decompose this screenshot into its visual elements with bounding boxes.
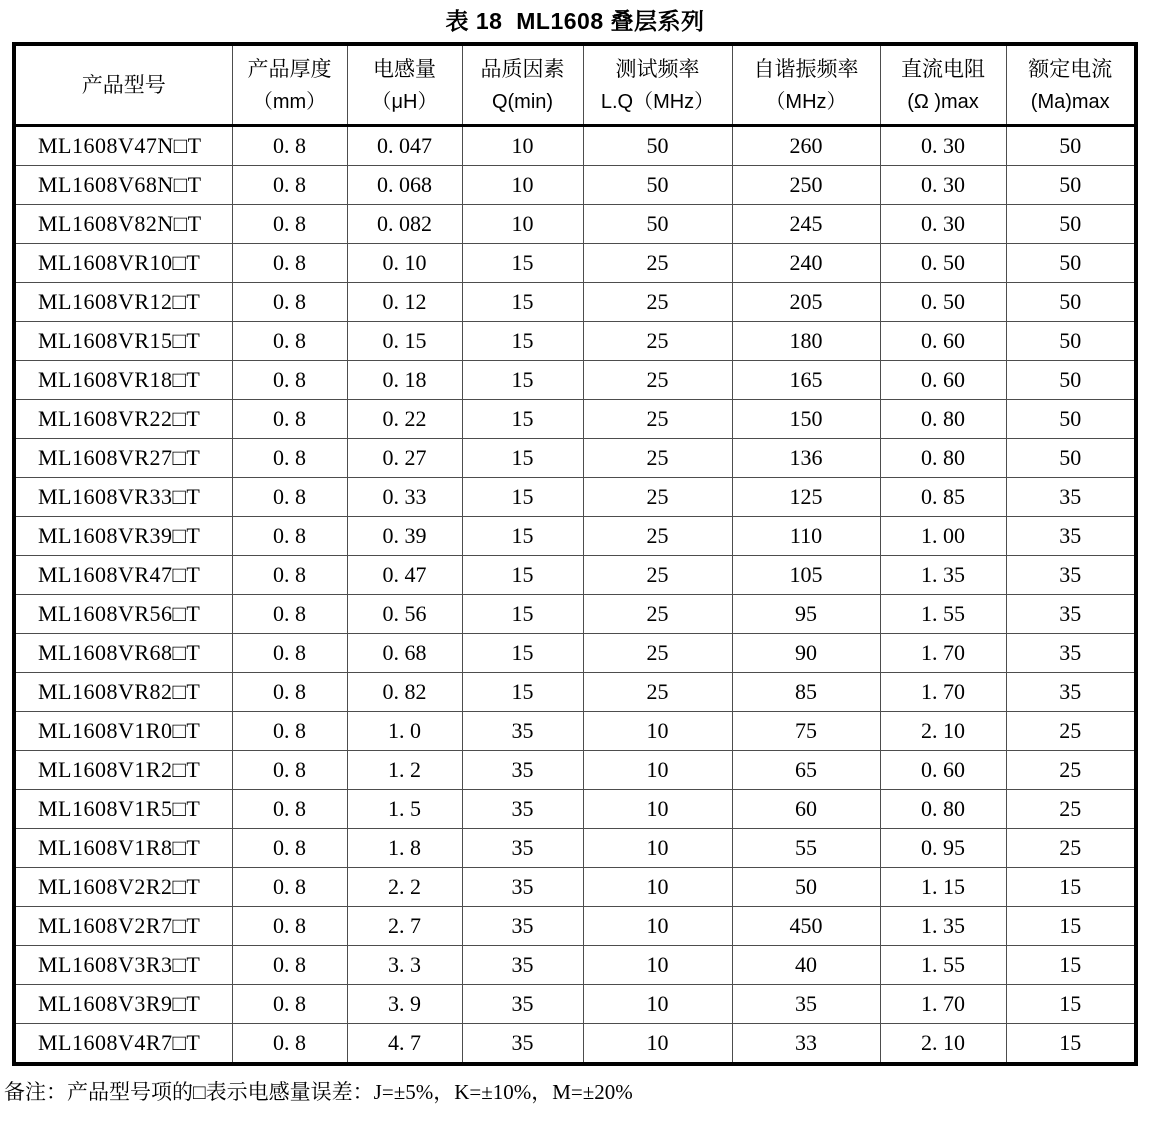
- table-row: [14, 946, 1136, 985]
- value-cell: 3. 9: [347, 985, 462, 1024]
- value-cell: 0. 18: [347, 361, 462, 400]
- table-row: [14, 751, 1136, 790]
- table-row: [14, 439, 1136, 478]
- value-cell: 180: [732, 322, 880, 361]
- model-cell: ML1608VR56□T: [14, 595, 232, 634]
- model-cell: ML1608VR82□T: [14, 673, 232, 712]
- column-header-dc-resistance: [880, 44, 1006, 126]
- value-cell: 260: [732, 126, 880, 166]
- value-cell: 50: [1006, 205, 1136, 244]
- value-cell: 0. 60: [880, 361, 1006, 400]
- model-cell: ML1608V82N□T: [14, 205, 232, 244]
- value-cell: 0. 39: [347, 517, 462, 556]
- table-row: [14, 829, 1136, 868]
- value-cell: 15: [1006, 985, 1136, 1024]
- value-cell: 50: [1006, 126, 1136, 166]
- value-cell: 35: [462, 790, 583, 829]
- value-cell: 25: [583, 634, 732, 673]
- value-cell: 15: [1006, 868, 1136, 907]
- value-cell: 0. 80: [880, 439, 1006, 478]
- table-header: [14, 44, 1136, 126]
- value-cell: 1. 2: [347, 751, 462, 790]
- value-cell: 50: [583, 205, 732, 244]
- table-row: [14, 634, 1136, 673]
- value-cell: 1. 5: [347, 790, 462, 829]
- value-cell: 25: [583, 478, 732, 517]
- value-cell: 2. 7: [347, 907, 462, 946]
- header-label: 产品厚度: [247, 57, 332, 81]
- value-cell: 0. 22: [347, 400, 462, 439]
- model-cell: ML1608VR15□T: [14, 322, 232, 361]
- value-cell: 50: [583, 166, 732, 205]
- value-cell: 0. 8: [232, 322, 347, 361]
- value-cell: 0. 082: [347, 205, 462, 244]
- value-cell: 15: [462, 400, 583, 439]
- table-row: [14, 673, 1136, 712]
- value-cell: 10: [462, 126, 583, 166]
- value-cell: 10: [583, 829, 732, 868]
- value-cell: 25: [1006, 751, 1136, 790]
- value-cell: 35: [462, 868, 583, 907]
- header-unit: （μH）: [371, 91, 438, 113]
- header-unit: Q(min): [491, 91, 554, 113]
- table-row: [14, 478, 1136, 517]
- model-cell: ML1608V68N□T: [14, 166, 232, 205]
- value-cell: 0. 8: [232, 946, 347, 985]
- value-cell: 0. 8: [232, 595, 347, 634]
- model-cell: ML1608V1R0□T: [14, 712, 232, 751]
- column-header-inductance: [347, 44, 462, 126]
- table-body: [14, 126, 1136, 1065]
- header-row: [14, 44, 1136, 126]
- value-cell: 35: [462, 712, 583, 751]
- value-cell: 0. 30: [880, 166, 1006, 205]
- value-cell: 25: [583, 595, 732, 634]
- value-cell: 25: [583, 400, 732, 439]
- value-cell: 0. 8: [232, 868, 347, 907]
- header-label: 直流电阻: [901, 57, 985, 81]
- table-row: [14, 126, 1136, 166]
- table-row: [14, 283, 1136, 322]
- value-cell: 0. 50: [880, 283, 1006, 322]
- value-cell: 0. 8: [232, 829, 347, 868]
- value-cell: 85: [732, 673, 880, 712]
- header-unit: （mm）: [252, 91, 327, 113]
- value-cell: 125: [732, 478, 880, 517]
- value-cell: 50: [583, 126, 732, 166]
- model-cell: ML1608VR33□T: [14, 478, 232, 517]
- table-row: [14, 868, 1136, 907]
- value-cell: 0. 068: [347, 166, 462, 205]
- value-cell: 25: [583, 283, 732, 322]
- value-cell: 15: [462, 322, 583, 361]
- value-cell: 95: [732, 595, 880, 634]
- model-cell: ML1608V3R9□T: [14, 985, 232, 1024]
- value-cell: 35: [462, 946, 583, 985]
- value-cell: 1. 0: [347, 712, 462, 751]
- value-cell: 10: [583, 1024, 732, 1065]
- value-cell: 0. 95: [880, 829, 1006, 868]
- value-cell: 15: [1006, 907, 1136, 946]
- value-cell: 0. 8: [232, 205, 347, 244]
- value-cell: 0. 12: [347, 283, 462, 322]
- value-cell: 1. 15: [880, 868, 1006, 907]
- value-cell: 0. 8: [232, 517, 347, 556]
- value-cell: 40: [732, 946, 880, 985]
- model-cell: ML1608V1R8□T: [14, 829, 232, 868]
- value-cell: 15: [462, 244, 583, 283]
- value-cell: 2. 10: [880, 712, 1006, 751]
- value-cell: 35: [462, 985, 583, 1024]
- table-row: [14, 361, 1136, 400]
- value-cell: 0. 047: [347, 126, 462, 166]
- header-label: 产品型号: [81, 73, 166, 97]
- value-cell: 450: [732, 907, 880, 946]
- model-cell: ML1608V47N□T: [14, 126, 232, 166]
- value-cell: 0. 8: [232, 478, 347, 517]
- header-unit: (Ω )max: [907, 91, 979, 113]
- table-title: 表 18 ML1608 叠层系列: [445, 8, 705, 34]
- model-cell: ML1608VR68□T: [14, 634, 232, 673]
- value-cell: 0. 60: [880, 751, 1006, 790]
- value-cell: 0. 8: [232, 126, 347, 166]
- value-cell: 0. 30: [880, 205, 1006, 244]
- value-cell: 0. 8: [232, 634, 347, 673]
- value-cell: 15: [462, 361, 583, 400]
- table-row: [14, 556, 1136, 595]
- column-header-test-frequency: [583, 44, 732, 126]
- column-header-q-factor: [462, 44, 583, 126]
- model-cell: ML1608V4R7□T: [14, 1024, 232, 1065]
- value-cell: 25: [583, 673, 732, 712]
- value-cell: 33: [732, 1024, 880, 1065]
- value-cell: 1. 00: [880, 517, 1006, 556]
- model-cell: ML1608V2R7□T: [14, 907, 232, 946]
- model-cell: ML1608VR27□T: [14, 439, 232, 478]
- value-cell: 10: [462, 205, 583, 244]
- value-cell: 50: [1006, 361, 1136, 400]
- value-cell: 50: [1006, 244, 1136, 283]
- model-cell: ML1608VR22□T: [14, 400, 232, 439]
- value-cell: 0. 68: [347, 634, 462, 673]
- value-cell: 25: [583, 244, 732, 283]
- value-cell: 25: [583, 322, 732, 361]
- value-cell: 10: [583, 946, 732, 985]
- value-cell: 10: [583, 985, 732, 1024]
- value-cell: 2. 2: [347, 868, 462, 907]
- table-row: [14, 595, 1136, 634]
- value-cell: 250: [732, 166, 880, 205]
- value-cell: 90: [732, 634, 880, 673]
- value-cell: 25: [583, 439, 732, 478]
- value-cell: 0. 82: [347, 673, 462, 712]
- value-cell: 35: [462, 751, 583, 790]
- model-cell: ML1608VR39□T: [14, 517, 232, 556]
- value-cell: 0. 30: [880, 126, 1006, 166]
- value-cell: 50: [732, 868, 880, 907]
- value-cell: 205: [732, 283, 880, 322]
- value-cell: 0. 47: [347, 556, 462, 595]
- value-cell: 65: [732, 751, 880, 790]
- model-cell: ML1608VR18□T: [14, 361, 232, 400]
- table-row: [14, 205, 1136, 244]
- value-cell: 0. 8: [232, 673, 347, 712]
- value-cell: 136: [732, 439, 880, 478]
- value-cell: 60: [732, 790, 880, 829]
- value-cell: 10: [583, 868, 732, 907]
- spec-table: [12, 42, 1138, 1066]
- value-cell: 15: [1006, 946, 1136, 985]
- value-cell: 35: [1006, 478, 1136, 517]
- value-cell: 35: [732, 985, 880, 1024]
- table-row: [14, 244, 1136, 283]
- value-cell: 35: [462, 1024, 583, 1065]
- value-cell: 0. 8: [232, 400, 347, 439]
- header-label: 自谐振频率: [753, 57, 859, 81]
- header-label: 电感量: [373, 57, 436, 81]
- header-unit: L.Q（MHz）: [600, 91, 715, 113]
- header-label: 测试频率: [615, 57, 700, 81]
- header-unit: （MHz）: [765, 91, 847, 113]
- value-cell: 50: [1006, 322, 1136, 361]
- value-cell: 1. 55: [880, 595, 1006, 634]
- value-cell: 0. 10: [347, 244, 462, 283]
- value-cell: 2. 10: [880, 1024, 1006, 1065]
- value-cell: 105: [732, 556, 880, 595]
- value-cell: 10: [583, 790, 732, 829]
- value-cell: 0. 80: [880, 400, 1006, 439]
- value-cell: 150: [732, 400, 880, 439]
- value-cell: 0. 50: [880, 244, 1006, 283]
- value-cell: 1. 55: [880, 946, 1006, 985]
- value-cell: 15: [462, 634, 583, 673]
- value-cell: 1. 35: [880, 907, 1006, 946]
- value-cell: 25: [583, 361, 732, 400]
- value-cell: 0. 8: [232, 790, 347, 829]
- model-cell: ML1608V3R3□T: [14, 946, 232, 985]
- value-cell: 15: [462, 439, 583, 478]
- table-row: [14, 322, 1136, 361]
- value-cell: 35: [1006, 556, 1136, 595]
- value-cell: 15: [462, 283, 583, 322]
- value-cell: 75: [732, 712, 880, 751]
- value-cell: 0. 33: [347, 478, 462, 517]
- table-row: [14, 1024, 1136, 1065]
- value-cell: 0. 8: [232, 556, 347, 595]
- value-cell: 4. 7: [347, 1024, 462, 1065]
- value-cell: 0. 85: [880, 478, 1006, 517]
- model-cell: ML1608VR12□T: [14, 283, 232, 322]
- value-cell: 15: [462, 556, 583, 595]
- value-cell: 0. 8: [232, 244, 347, 283]
- value-cell: 0. 15: [347, 322, 462, 361]
- footnote: 备注：产品型号项的□表示电感量误差：J=±5%，K=±10%，M=±20%: [4, 1080, 633, 1104]
- value-cell: 1. 70: [880, 634, 1006, 673]
- header-unit: (Ma)max: [1030, 91, 1110, 113]
- model-cell: ML1608VR47□T: [14, 556, 232, 595]
- value-cell: 25: [1006, 712, 1136, 751]
- table-row: [14, 907, 1136, 946]
- value-cell: 0. 8: [232, 712, 347, 751]
- column-header-model: [14, 44, 232, 126]
- value-cell: 15: [462, 595, 583, 634]
- value-cell: 0. 8: [232, 166, 347, 205]
- value-cell: 25: [1006, 790, 1136, 829]
- value-cell: 0. 8: [232, 985, 347, 1024]
- value-cell: 15: [462, 673, 583, 712]
- table-row: [14, 985, 1136, 1024]
- header-label: 额定电流: [1028, 57, 1113, 81]
- value-cell: 10: [462, 166, 583, 205]
- value-cell: 35: [1006, 517, 1136, 556]
- value-cell: 50: [1006, 400, 1136, 439]
- value-cell: 50: [1006, 166, 1136, 205]
- header-label: 品质因素: [480, 57, 565, 81]
- value-cell: 0. 8: [232, 439, 347, 478]
- table-row: [14, 400, 1136, 439]
- column-header-rated-current: [1006, 44, 1136, 126]
- value-cell: 3. 3: [347, 946, 462, 985]
- value-cell: 245: [732, 205, 880, 244]
- value-cell: 35: [462, 829, 583, 868]
- value-cell: 50: [1006, 283, 1136, 322]
- value-cell: 15: [1006, 1024, 1136, 1065]
- value-cell: 1. 35: [880, 556, 1006, 595]
- value-cell: 50: [1006, 439, 1136, 478]
- table-row: [14, 712, 1136, 751]
- value-cell: 10: [583, 907, 732, 946]
- model-cell: ML1608V1R5□T: [14, 790, 232, 829]
- value-cell: 1. 70: [880, 985, 1006, 1024]
- value-cell: 0. 8: [232, 907, 347, 946]
- table-row: [14, 790, 1136, 829]
- value-cell: 0. 8: [232, 283, 347, 322]
- value-cell: 10: [583, 712, 732, 751]
- table-row: [14, 166, 1136, 205]
- value-cell: 0. 60: [880, 322, 1006, 361]
- value-cell: 0. 56: [347, 595, 462, 634]
- value-cell: 165: [732, 361, 880, 400]
- value-cell: 1. 70: [880, 673, 1006, 712]
- value-cell: 15: [462, 517, 583, 556]
- value-cell: 0. 27: [347, 439, 462, 478]
- value-cell: 110: [732, 517, 880, 556]
- table-row: [14, 517, 1136, 556]
- value-cell: 35: [462, 907, 583, 946]
- value-cell: 1. 8: [347, 829, 462, 868]
- value-cell: 25: [583, 556, 732, 595]
- value-cell: 35: [1006, 673, 1136, 712]
- value-cell: 10: [583, 751, 732, 790]
- column-header-self-resonant-frequency: [732, 44, 880, 126]
- value-cell: 55: [732, 829, 880, 868]
- value-cell: 240: [732, 244, 880, 283]
- value-cell: 0. 8: [232, 751, 347, 790]
- model-cell: ML1608VR10□T: [14, 244, 232, 283]
- value-cell: 35: [1006, 634, 1136, 673]
- value-cell: 0. 8: [232, 1024, 347, 1065]
- value-cell: 25: [583, 517, 732, 556]
- column-header-thickness: [232, 44, 347, 126]
- value-cell: 15: [462, 478, 583, 517]
- value-cell: 0. 80: [880, 790, 1006, 829]
- value-cell: 0. 8: [232, 361, 347, 400]
- value-cell: 25: [1006, 829, 1136, 868]
- model-cell: ML1608V1R2□T: [14, 751, 232, 790]
- value-cell: 35: [1006, 595, 1136, 634]
- model-cell: ML1608V2R2□T: [14, 868, 232, 907]
